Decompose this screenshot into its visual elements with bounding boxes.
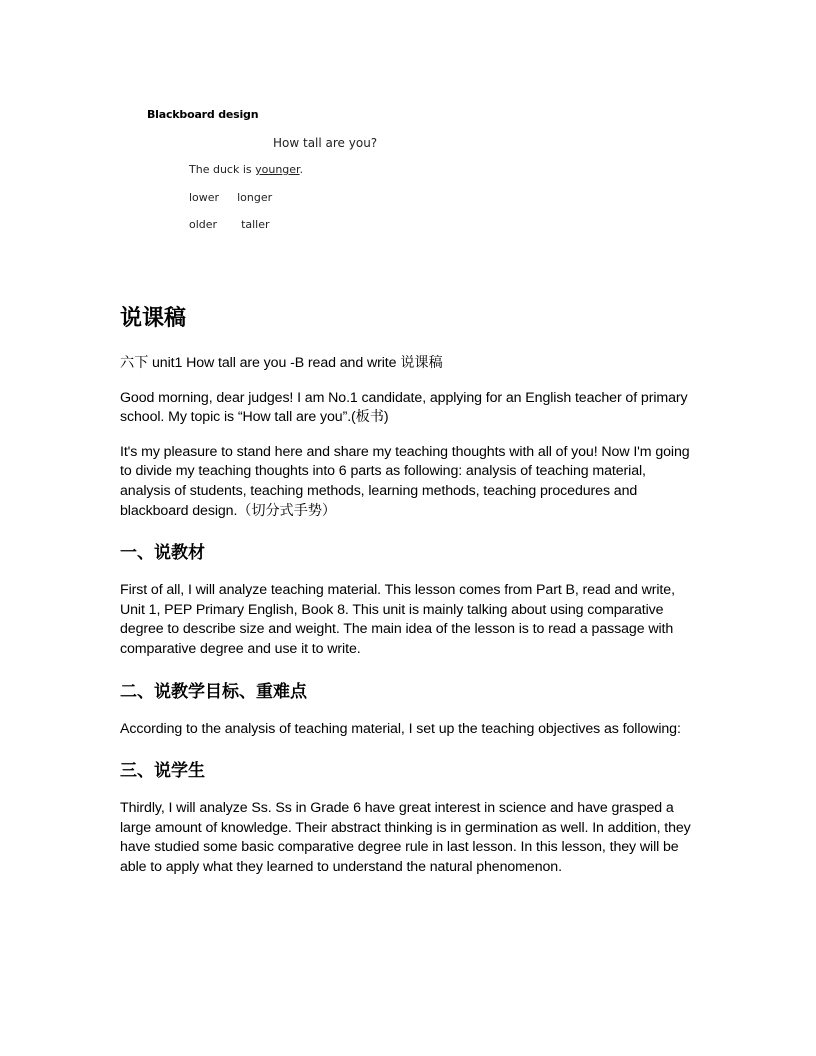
blackboard-row-3 xyxy=(189,218,270,231)
blackboard-row-2 xyxy=(189,191,272,204)
section-heading-textbook: 一、说教材 xyxy=(120,543,205,564)
blackboard-word-taller: taller xyxy=(241,218,270,231)
intro-paragraph: Good morning, dear judges! I am No.1 candidate, applying for an English teacher of primary school. My topic is “How tall are you”.(板书) xyxy=(120,389,688,426)
section-body-textbook: First of all, I will analyze teaching material. This lesson comes from Part B, read and write, Unit 1, PEP Primary English, Book 8. This unit is mainly talking about using comparative degree to describe size and weight. The main idea of the lesson is to read a passage with comparative degree and use it to write. xyxy=(120,582,675,657)
blackboard-word-lower: lower xyxy=(189,191,220,204)
blackboard-line-1-underlined: younger xyxy=(255,163,300,176)
blackboard-heading: Blackboard design xyxy=(147,108,259,121)
document-subtitle: 六下 unit1 How tall are you -B read and write 说课稿 xyxy=(120,355,443,371)
blackboard-line-1-prefix: The duck is xyxy=(189,163,256,176)
blackboard-title: How tall are you? xyxy=(273,136,378,150)
blackboard-line-1-suffix: . xyxy=(299,163,304,176)
blackboard-line-1 xyxy=(189,163,303,176)
document-body xyxy=(120,304,700,893)
section-heading-objectives: 二、说教学目标、重难点 xyxy=(120,681,307,702)
blackboard-word-longer: longer xyxy=(237,191,273,204)
section-heading-students: 三、说学生 xyxy=(120,761,205,782)
section-body-objectives: According to the analysis of teaching material, I set up the teaching objectives as following: xyxy=(120,720,681,737)
section-body-students: Thirdly, I will analyze Ss. Ss in Grade 6 have great interest in science and have grasped a large amount of knowledge. Their abstract thinking is in germination as well. In addition, they have studied some basic comparative degree rule in last lesson. In this lesson, they will be able to apply what they learned to understand the natural phenomenon. xyxy=(120,800,691,875)
document-title: 说课稿 xyxy=(120,306,187,331)
blackboard-word-older: older xyxy=(189,218,218,231)
overview-paragraph: It's my pleasure to stand here and share my teaching thoughts with all of you! Now I'm going to divide my teaching thoughts into 6 parts as following: analysis of teaching material, analysis of students, teaching methods, learning methods, teaching procedures and blackboard design.（切分式手势） xyxy=(120,443,690,519)
